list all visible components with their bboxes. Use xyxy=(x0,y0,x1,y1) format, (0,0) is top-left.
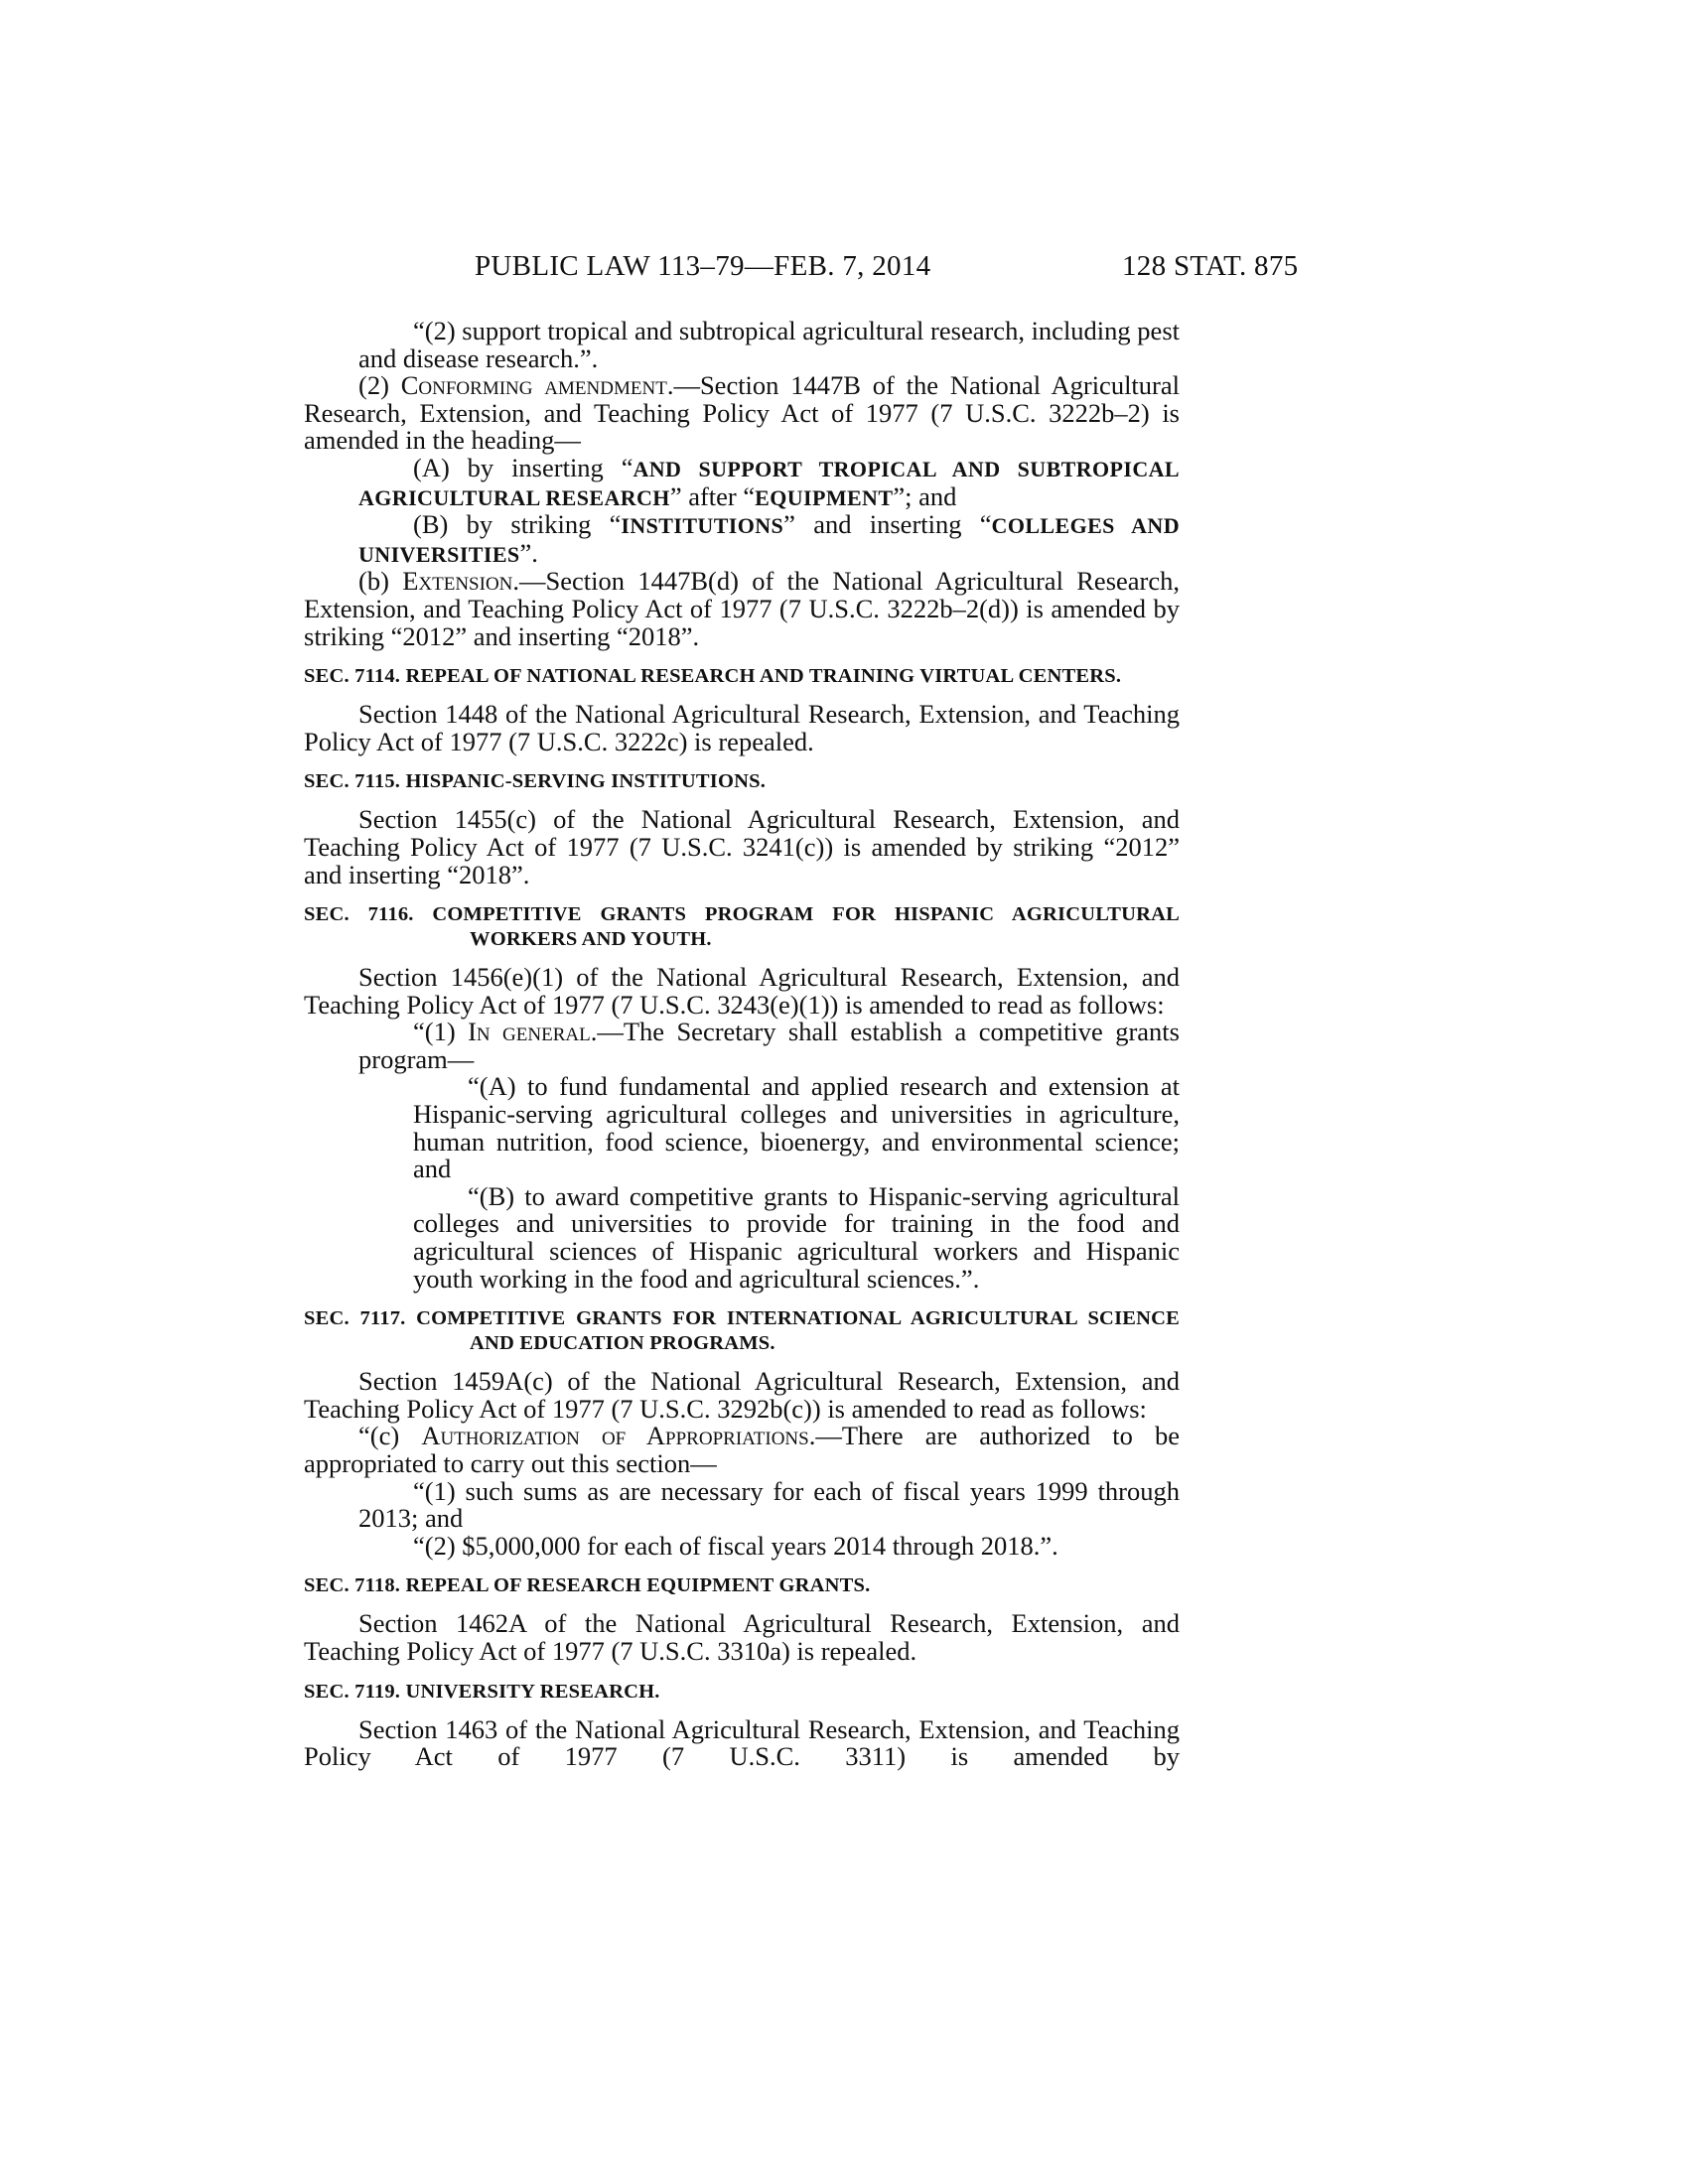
paragraph-item-2: “(2) $5,000,000 for each of fiscal years 2014 through 2018.”. xyxy=(413,1530,1058,1561)
paragraph-subclause-b: (B) by striking “INSTITUTIONS” and inserting “COLLEGES AND UNIVERSITIES”. xyxy=(358,509,1180,568)
paragraph-sec-7117: Section 1459A(c) of the National Agricultural Research, Extension, and Teaching Policy Act of 1977 (7 U.S.C. 3292b(c)) is amended to read as follows: xyxy=(304,1366,1180,1424)
section-heading-7116: SEC. 7116. COMPETITIVE GRANTS PROGRAM FOR HISPANIC AGRICULTURAL WORKERS AND YOUTH. xyxy=(304,903,1180,951)
paragraph-clause-a: “(A) to fund fundamental and applied research and extension at Hispanic-serving agricultural colleges and universities in agriculture, human nutrition, food science, bioenergy, and environmental science; and xyxy=(413,1071,1180,1184)
section-heading-7115: SEC. 7115. HISPANIC-SERVING INSTITUTIONS. xyxy=(304,770,767,793)
paragraph-item-1: “(1) such sums as are necessary for each of fiscal years 1999 through 2013; and xyxy=(358,1475,1180,1534)
paragraph-subclause-a: (A) by inserting “AND SUPPORT TROPICAL AND SUBTROPICAL AGRICULTURAL RESEARCH” after “EQUIPMENT”; and xyxy=(358,452,1180,511)
paragraph-in-general: “(1) In general.—The Secretary shall establish a competitive grants program— xyxy=(358,1017,1180,1074)
paragraph-sec-7115: Section 1455(c) of the National Agricultural Research, Extension, and Teaching Policy Act of 1977 (7 U.S.C. 3241(c)) is amended by striking “2012” and inserting “2018”. xyxy=(304,804,1180,889)
paragraph-quoted-2: “(2) support tropical and subtropical agricultural research, including pest and disease research.”. xyxy=(358,316,1180,373)
paragraph-sec-7116: Section 1456(e)(1) of the National Agricultural Research, Extension, and Teaching Policy Act of 1977 (7 U.S.C. 3243(e)(1)) is amended to read as follows: xyxy=(304,962,1180,1020)
page-header xyxy=(0,250,1688,290)
paragraph-sec-7119: Section 1463 of the National Agricultural Research, Extension, and Teaching Policy Act of 1977 (7 U.S.C. 3311) is amended by xyxy=(304,1713,1180,1772)
section-heading-7118: SEC. 7118. REPEAL OF RESEARCH EQUIPMENT GRANTS. xyxy=(304,1574,871,1597)
paragraph-sec-7114: Section 1448 of the National Agricultural Research, Extension, and Teaching Policy Act of 1977 (7 U.S.C. 3222c) is repealed. xyxy=(304,699,1180,756)
paragraph-sec-7118: Section 1462A of the National Agricultural Research, Extension, and Teaching Policy Act of 1977 (7 U.S.C. 3310a) is repealed. xyxy=(304,1608,1180,1666)
paragraph-extension: (b) Extension.—Section 1447B(d) of the National Agricultural Research, Extension, and Teaching Policy Act of 1977 (7 U.S.C. 3222b–2(d)) is amended by striking “2012” and inserting “2018”. xyxy=(304,566,1180,651)
section-heading-7117: SEC. 7117. COMPETITIVE GRANTS FOR INTERNATIONAL AGRICULTURAL SCIENCE AND EDUCATION PROGRAMS. xyxy=(304,1307,1180,1355)
paragraph-clause-b: “(B) to award competitive grants to Hispanic-serving agricultural colleges and universities to provide for training in the food and agricultural sciences of Hispanic agricultural workers and Hispanic youth working in the food and agricultural sciences.”. xyxy=(413,1180,1180,1294)
statute-page-number: 128 STAT. 875 xyxy=(1122,250,1299,282)
text-column xyxy=(304,318,1180,1771)
paragraph-authorization: “(c) Authorization of Appropriations.—There are authorized to be appropriated to carry out this section— xyxy=(304,1421,1180,1478)
running-head-title: PUBLIC LAW 113–79—FEB. 7, 2014 xyxy=(475,250,931,282)
section-heading-7119: SEC. 7119. UNIVERSITY RESEARCH. xyxy=(304,1680,660,1703)
paragraph-conforming-amendment: (2) Conforming amendment.—Section 1447B of the National Agricultural Research, Extension, and Teaching Policy Act of 1977 (7 U.S.C. 3222b–2) is amended in the heading— xyxy=(304,370,1180,456)
section-heading-7114: SEC. 7114. REPEAL OF NATIONAL RESEARCH AND TRAINING VIRTUAL CENTERS. xyxy=(304,665,1122,688)
